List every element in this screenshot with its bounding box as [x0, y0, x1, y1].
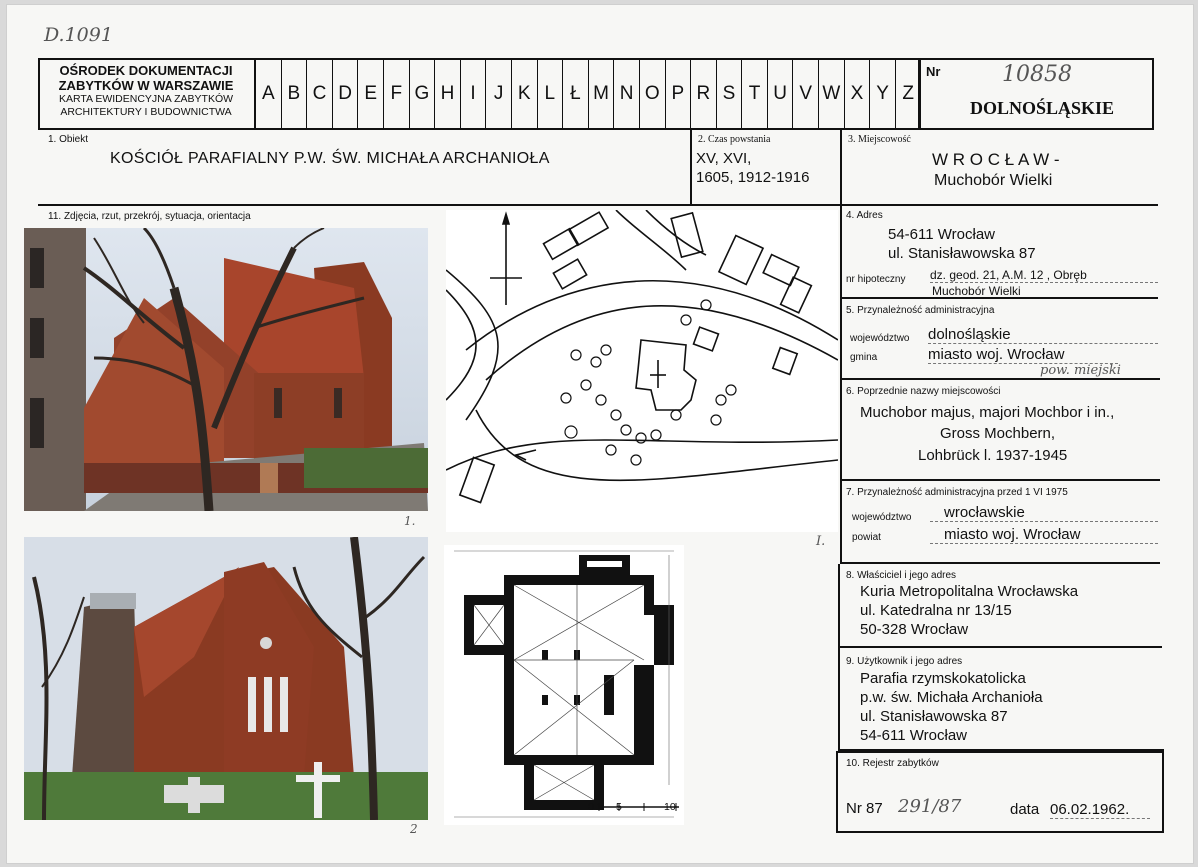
address-line2: ul. Stanisławowska 87 [888, 245, 1036, 262]
admin-before-voivodeship-value: wrocławskie [930, 504, 1158, 522]
divider [838, 564, 840, 646]
divider [840, 130, 842, 204]
commune-label: gmina [850, 352, 878, 363]
register-date-value: 06.02.1962. [1050, 801, 1150, 819]
index-letter: P [666, 58, 692, 130]
voivodeship-label: województwo [850, 333, 910, 344]
index-letter: I [461, 58, 487, 130]
object-value: KOŚCIÓŁ PARAFIALNY P.W. ŚW. MICHAŁA ARCHANIOŁA [110, 150, 550, 167]
divider [840, 481, 842, 563]
photos-label: 11. Zdjęcia, rzut, przekrój, sytuacja, orientacja [48, 211, 251, 222]
org-line1: OŚRODEK DOKUMENTACJI [59, 63, 233, 78]
mortgage-value: dz. geod. 21, A.M. 12 , Obręb [930, 268, 1158, 283]
district-value: miasto woj. Wrocław [930, 526, 1158, 544]
index-letter: H [435, 58, 461, 130]
register-date-label: data [1010, 801, 1040, 818]
date-line2: 1605, 1912-1916 [696, 169, 810, 186]
date-line1: XV, XVI, [696, 150, 752, 167]
index-letter: V [793, 58, 819, 130]
place-line1: W R O C Ł A W - [932, 150, 1060, 169]
corner-reference: D.1091 [44, 24, 113, 46]
former-names-line2: Gross Mochbern, [940, 425, 1056, 442]
owner-line2: ul. Katedralna nr 13/15 [860, 602, 1012, 619]
date-label: 2. Czas powstania [698, 134, 771, 145]
owner-line3: 50-328 Wrocław [860, 621, 969, 638]
divider [840, 562, 1160, 564]
divider [838, 646, 1162, 648]
user-line2: p.w. św. Michała Archanioła [860, 689, 1043, 706]
divider [840, 380, 842, 480]
divider [840, 206, 842, 298]
admin-label: 5. Przynależność administracyjna [846, 305, 995, 316]
divider [838, 648, 840, 750]
address-label: 4. Adres [846, 210, 883, 221]
scale-label-1: 1 [596, 801, 602, 813]
scale-label-0: 0 [588, 801, 594, 813]
register-nr-label: Nr [846, 800, 862, 817]
user-label: 9. Użytkownik i jego adres [846, 656, 963, 667]
number-box [918, 58, 1154, 130]
nr-label: Nr [926, 64, 941, 79]
owner-label: 8. Właściciel i jego adres [846, 570, 957, 581]
index-letter: J [486, 58, 512, 130]
floor-plan [444, 545, 684, 825]
divider [840, 297, 1158, 299]
address-line1: 54-611 Wrocław [888, 226, 995, 243]
map-number: I. [816, 534, 826, 549]
object-label: 1. Obiekt [48, 134, 89, 145]
divider [840, 378, 1160, 380]
register-label: 10. Rejestr zabytków [846, 758, 939, 769]
former-names-line3: Lohbrück l. 1937-1945 [918, 447, 1068, 464]
user-line3: ul. Stanisławowska 87 [860, 708, 1008, 725]
user-line4: 54-611 Wrocław [860, 727, 967, 744]
index-letter: D [333, 58, 359, 130]
index-letter: B [282, 58, 308, 130]
commune-value: miasto woj. Wrocław [928, 346, 1118, 364]
index-letter: C [307, 58, 333, 130]
divider [840, 299, 842, 379]
index-letter: T [742, 58, 768, 130]
index-letter: N [614, 58, 640, 130]
index-letter: A [256, 58, 282, 130]
photo-1-number: 1. [404, 514, 416, 528]
index-letter: S [717, 58, 743, 130]
voivodeship-value: dolnośląskie [928, 326, 1158, 344]
place-line2: Muchobór Wielki [934, 172, 1053, 189]
photo-2-number: 2 [410, 822, 418, 836]
owner-line1: Kuria Metropolitalna Wrocławska [860, 583, 1079, 600]
divider [38, 204, 1158, 206]
org-line3: KARTA EWIDENCYJNA ZABYTKÓW [58, 93, 234, 105]
index-letter: Ł [563, 58, 589, 130]
admin-before-voivodeship-label: województwo [852, 512, 912, 523]
index-letter: X [845, 58, 871, 130]
former-names-line1: Muchobor majus, majori Mochbor i in., [860, 404, 1115, 421]
index-letter: E [358, 58, 384, 130]
admin-before-label: 7. Przynależność administracyjna przed 1 VI 1975 [846, 487, 1068, 498]
scale-label-10: 10 [664, 801, 676, 813]
index-letter: Y [870, 58, 896, 130]
index-letter: L [538, 58, 564, 130]
org-line4: ARCHITEKTURY I BUDOWNICTWA [60, 106, 232, 118]
mortgage-label: nr hipoteczny [846, 274, 906, 285]
index-letter: U [768, 58, 794, 130]
nr-value: 10858 [1002, 62, 1072, 87]
org-line2: ZABYTKÓW W WARSZAWIE [58, 78, 234, 93]
register-handwritten: 291/87 [898, 796, 962, 817]
institution-block [38, 58, 256, 130]
mortgage-value-2: Muchobór Wielki [932, 284, 1021, 296]
church-photo-2 [24, 537, 428, 820]
district-label: powiat [852, 532, 881, 543]
scale-label-5: 5 [616, 801, 622, 813]
index-letter: R [691, 58, 717, 130]
handwritten-note: pow. miejski [1040, 363, 1121, 378]
index-letter: M [589, 58, 615, 130]
divider [840, 479, 1160, 481]
user-line1: Parafia rzymskokatolicka [860, 670, 1026, 687]
site-map [446, 210, 838, 532]
index-letter: F [384, 58, 410, 130]
divider [690, 130, 692, 204]
place-label: 3. Miejscowość [848, 134, 911, 145]
index-letter: Z [896, 58, 922, 130]
index-letter: G [410, 58, 436, 130]
index-letter: K [512, 58, 538, 130]
former-names-label: 6. Poprzednie nazwy miejscowości [846, 386, 1001, 397]
index-letter: W [819, 58, 845, 130]
index-letter: O [640, 58, 666, 130]
alphabet-index [256, 58, 921, 130]
church-photo-1 [24, 228, 428, 511]
voivodeship-title: DOLNOŚLĄSKIE [970, 98, 1115, 118]
register-nr-value: 87 [866, 800, 883, 817]
